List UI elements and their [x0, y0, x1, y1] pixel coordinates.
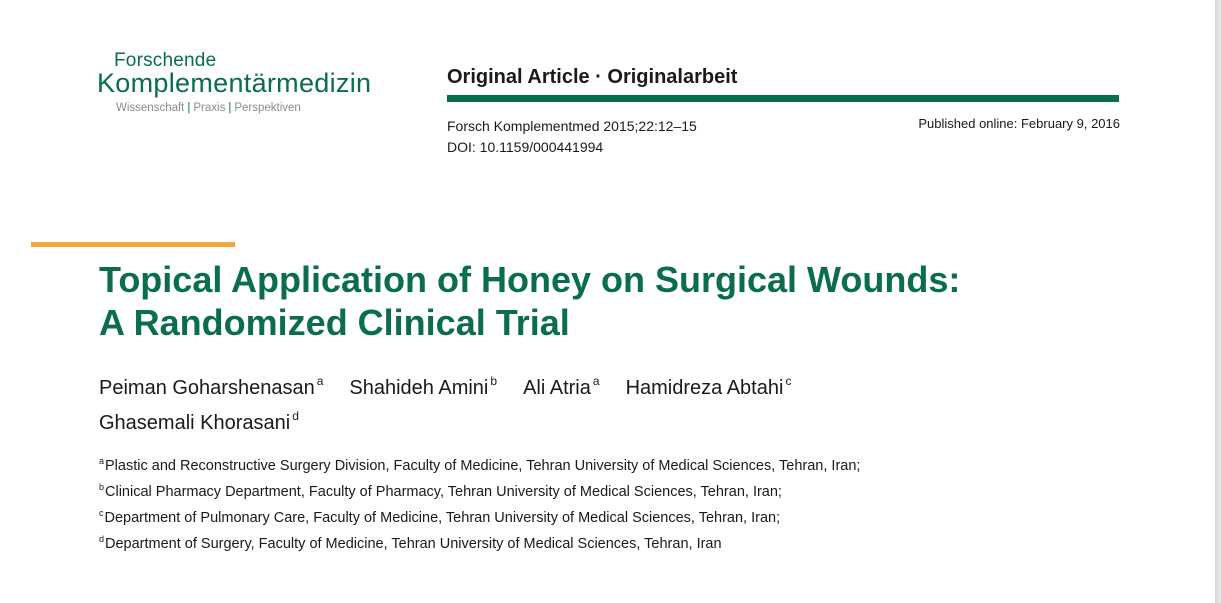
affiliation: [99, 451, 1099, 477]
affiliation-mark: a: [99, 456, 105, 466]
author: [523, 367, 600, 402]
author: [626, 367, 792, 402]
affiliation-text: Department of Pulmonary Care, Faculty of Medicine, Tehran University of Medical Sciences, Tehran, Iran;: [104, 510, 781, 526]
logo-tagline-item: Wissenschaft: [116, 102, 185, 114]
doi-text: DOI: 10.1159/000441994: [447, 139, 604, 155]
author: [99, 367, 323, 402]
author: [99, 402, 299, 437]
logo-line-2: Komplementärmedizin: [97, 68, 372, 98]
article-type-heading: Original Article · Originalarbeit: [447, 66, 738, 88]
affiliation-list: [99, 451, 1099, 555]
author-name: Ali Atria: [523, 377, 591, 399]
logo-tagline-item: Perspektiven: [234, 102, 301, 114]
author-affiliation-mark: d: [292, 409, 299, 423]
author-affiliation-mark: b: [490, 374, 498, 388]
logo-tagline-separator: |: [228, 102, 232, 114]
citation-block: [447, 116, 697, 158]
logo-line-1: Forschende: [114, 50, 217, 71]
author-affiliation-mark: a: [592, 374, 600, 388]
affiliation-mark: c: [99, 508, 104, 518]
affiliation-text: Department of Surgery, Faculty of Medicine, Tehran University of Medical Sciences, Tehran, Iran: [105, 536, 722, 552]
logo-tagline-separator: |: [187, 102, 191, 114]
author-name: Ghasemali Khorasani: [99, 412, 291, 434]
page-edge-shadow: [1215, 0, 1221, 603]
title-accent-bar: [31, 242, 235, 247]
logo-tagline: [116, 102, 301, 114]
author-name: Shahideh Amini: [349, 377, 489, 399]
title-line-2: A Randomized Clinical Trial: [99, 302, 570, 343]
affiliation: [99, 529, 1099, 555]
journal-citation: Forsch Komplementmed 2015;22:12–15: [447, 118, 697, 134]
author: [349, 367, 497, 402]
affiliation: [99, 477, 1099, 503]
affiliation-text: Clinical Pharmacy Department, Faculty of Pharmacy, Tehran University of Medical Sciences, Tehran, Iran;: [105, 484, 782, 500]
affiliation-mark: b: [99, 482, 105, 492]
author-affiliation-mark: c: [785, 374, 792, 388]
affiliation-text: Plastic and Reconstructive Surgery Division, Faculty of Medicine, Tehran University of Medical Sciences, Tehran, Iran;: [105, 458, 861, 474]
affiliation-mark: d: [99, 534, 105, 544]
header-divider: [447, 95, 1119, 102]
publication-date: Published online: February 9, 2016: [918, 116, 1120, 131]
affiliation: [99, 503, 1099, 529]
article-title: [99, 258, 1099, 344]
title-line-1: Topical Application of Honey on Surgical Wounds:: [99, 259, 961, 300]
logo-tagline-item: Praxis: [193, 102, 226, 114]
author-name: Hamidreza Abtahi: [625, 377, 784, 399]
author-name: Peiman Goharshenasan: [99, 377, 315, 399]
author-list: [99, 367, 1099, 437]
author-affiliation-mark: a: [316, 374, 324, 388]
